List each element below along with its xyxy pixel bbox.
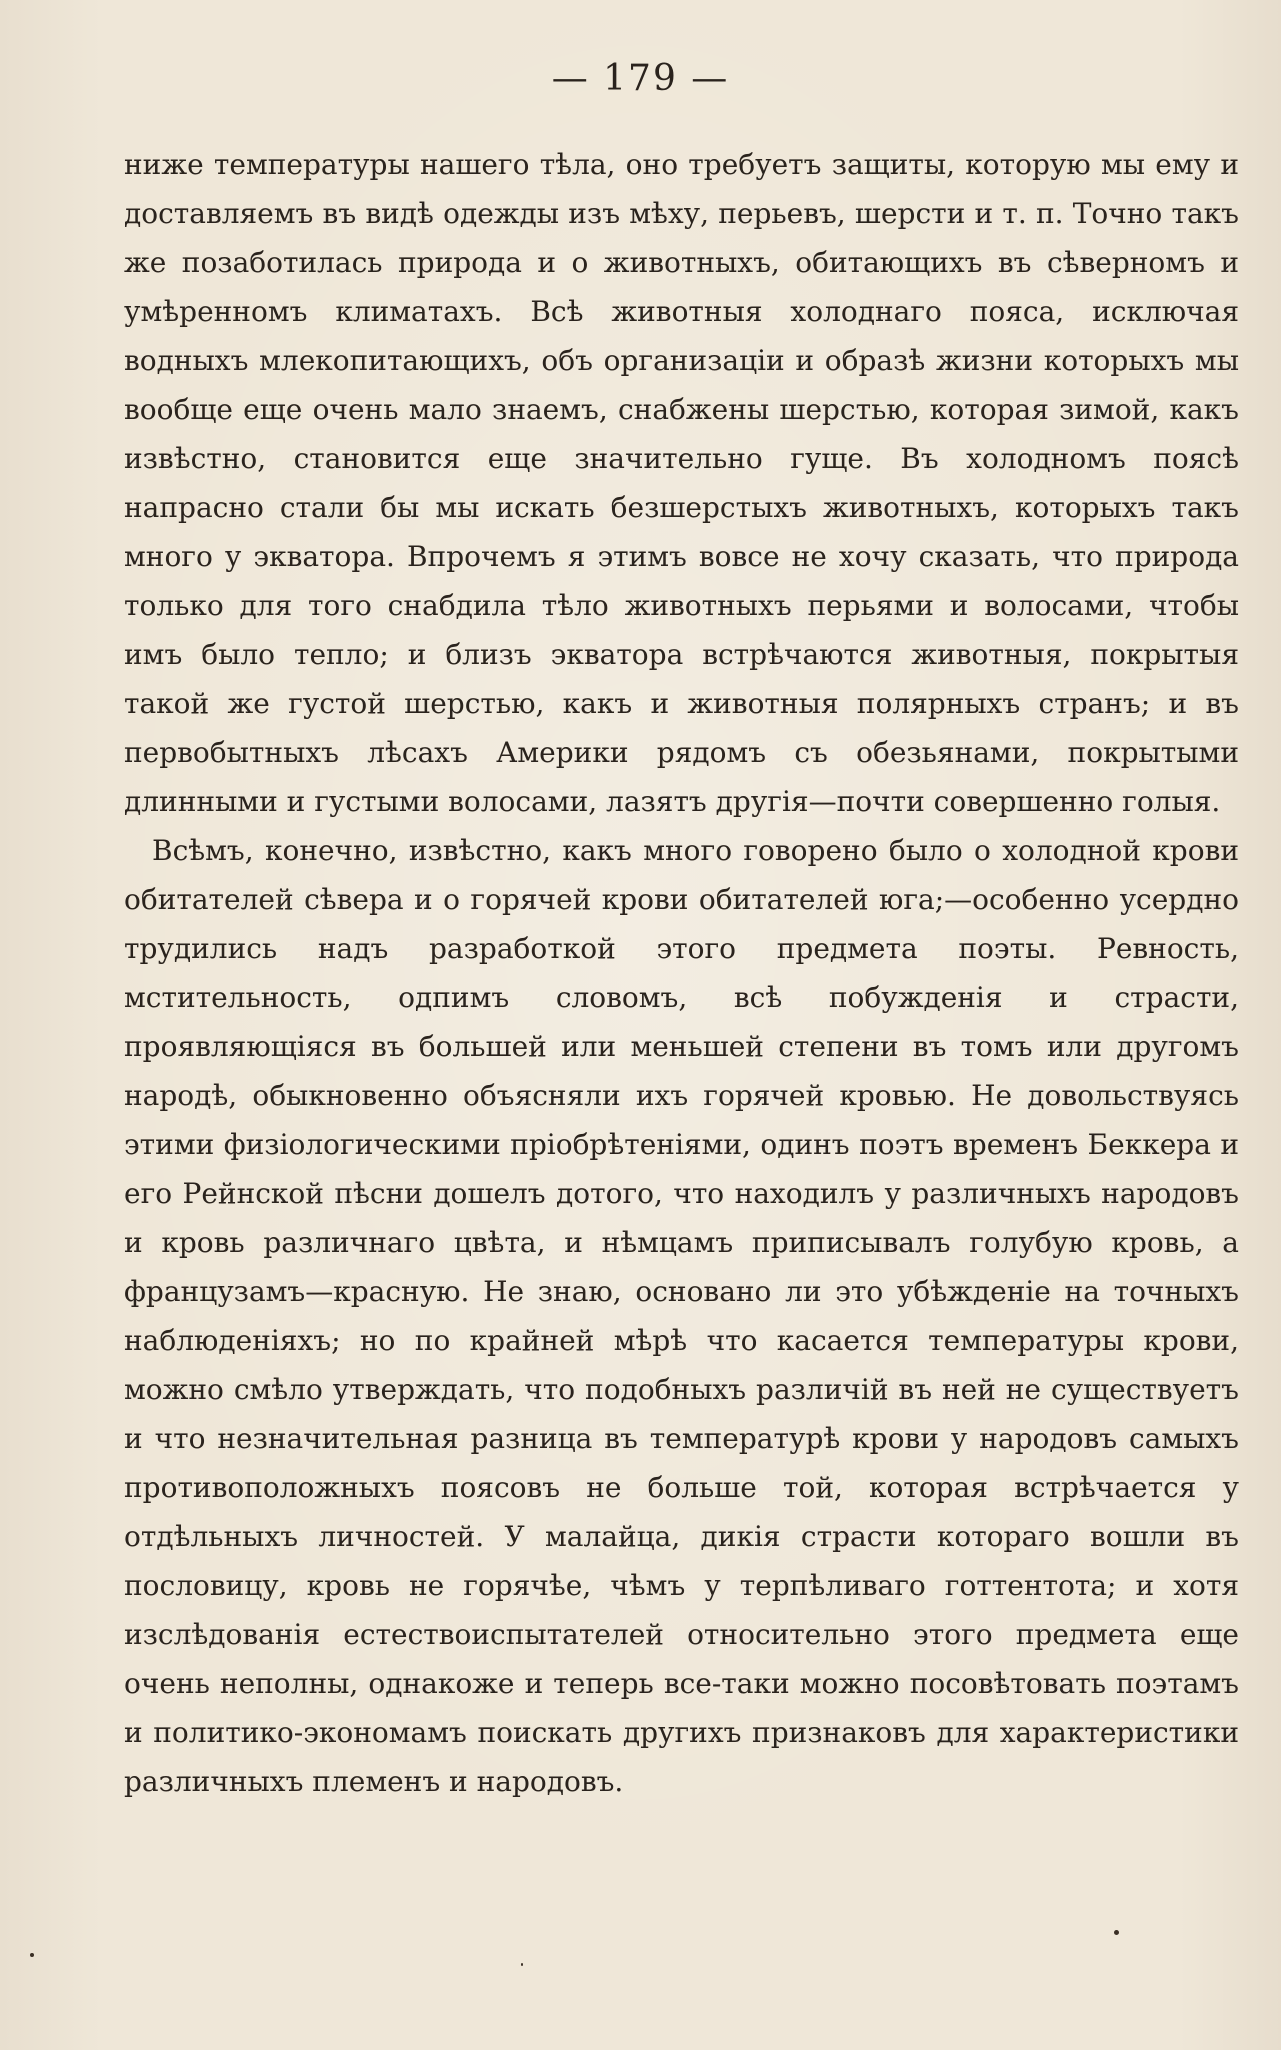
paragraph-continued: ниже температуры нашего тѣла, оно требуетъ защиты, которую мы ему и доставляемъ въ видѣ одежды изъ мѣху, перьевъ, шерсти и т. п. Точно такъ же позаботилась природа и о животныхъ, обитающихъ въ сѣверномъ и умѣренномъ климатахъ. Всѣ животныя холоднаго пояса, исключая водныхъ млекопитающихъ, объ организаціи и образѣ жизни которыхъ мы вообще еще очень мало знаемъ, снабжены шерстью, которая зимой, какъ извѣстно, становится еще значительно гуще. Въ холодномъ поясѣ напрасно стали бы мы искать безшерстыхъ животныхъ, которыхъ такъ много у экватора. Впрочемъ я этимъ вовсе не хочу сказать, что природа только для того снабдила тѣло животныхъ перьями и волосами, чтобы имъ было тепло; и близъ экватора встрѣчаются животныя, покрытыя такой же густой шерстью, какъ и животныя полярныхъ странъ; и въ первобытныхъ лѣсахъ Америки рядомъ съ обезьянами, покрытыми длинными и густыми волосами, лазятъ другія—почти совершенно голыя. — [124, 148, 1239, 818]
page-number: — 179 — — [551, 58, 730, 99]
paper-speck — [521, 1963, 523, 1966]
paper-speck — [1114, 1930, 1119, 1935]
body-text — [124, 140, 1239, 1806]
paragraph-blood-temperature: Всѣмъ, конечно, извѣстно, какъ много говорено было о холодной крови обитателей сѣвера и о горячей крови обитателей юга;—особенно усердно трудились надъ разработкой этого предмета поэты. Ревность, мстительность, одпимъ словомъ, всѣ побужденія и страсти, проявляющіяся въ большей или меньшей степени въ томъ или другомъ народѣ, обыкновенно объясняли ихъ горячей кровью. Не довольствуясь этими физіологическими пріобрѣтеніями, одинъ поэтъ временъ Беккера и его Рейнской пѣсни дошелъ дотого, что находилъ у различныхъ народовъ и кровь различнаго цвѣта, и нѣмцамъ приписывалъ голубую кровь, а французамъ—красную. Не знаю, основано ли это убѣжденіе на точныхъ наблюденіяхъ; но по крайней мѣрѣ что касается температуры крови, можно смѣло утверждать, что подобныхъ различій въ ней не существуетъ и что незначительная разница въ температурѣ крови у народовъ самыхъ противоположныхъ поясовъ не больше той, которая встрѣчается у отдѣльныхъ личностей. У малайца, дикія страсти котораго вошли въ пословицу, кровь не горячѣе, чѣмъ у терпѣливаго готтентота; и хотя изслѣдованія естествоиспытателей относительно этого предмета еще очень неполны, однакоже и теперь все-таки можно посовѣтовать поэтамъ и политико-экономамъ поискать другихъ признаковъ для характеристики различныхъ племенъ и народовъ. — [124, 834, 1239, 1798]
paper-speck — [30, 1953, 34, 1957]
